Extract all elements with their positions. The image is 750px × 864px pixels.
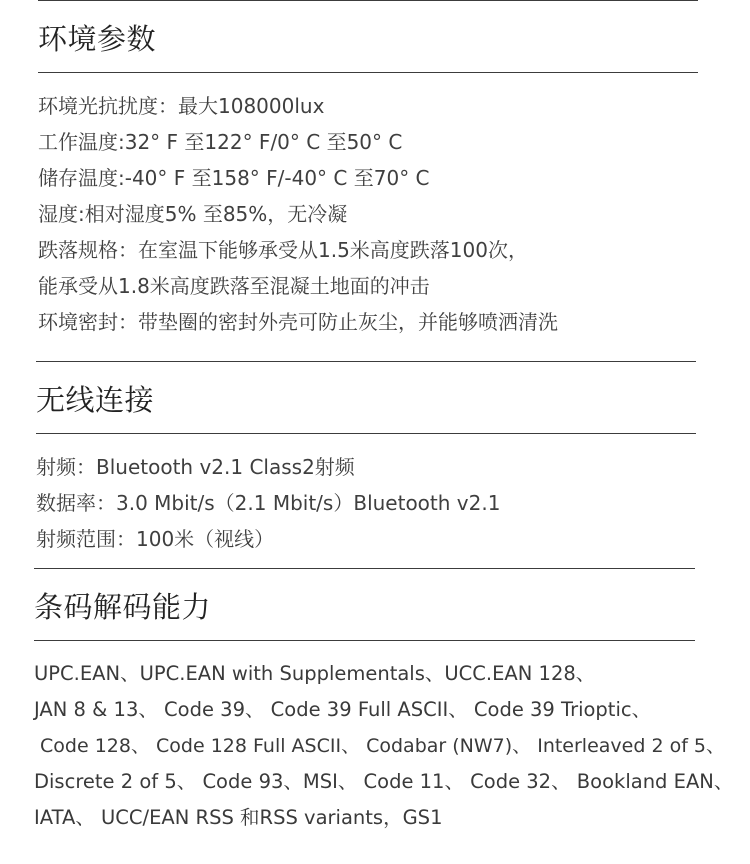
barcode-list-line: Code 128、 Code 128 Full ASCII、 Codabar (NW7)、 Interleaved 2 of 5、 bbox=[34, 735, 726, 757]
section-divider-end-wireless bbox=[34, 568, 695, 569]
barcode-list-line: UPC.EAN、UPC.EAN with Supplementals、UCC.EAN 128、 bbox=[34, 662, 596, 685]
section-title-wireless: 无线连接 bbox=[36, 383, 155, 417]
section-divider-environment bbox=[38, 72, 698, 73]
spec-line-storage-temp: 储存温度:-40° F 至158° F/-40° C 至70° C bbox=[38, 166, 430, 190]
spec-line-humidity: 湿度:相对湿度5% 至85%，无冷凝 bbox=[38, 202, 348, 226]
spec-line-drop-spec: 跌落规格：在室温下能够承受从1.5米高度跌落100次， bbox=[38, 238, 528, 262]
barcode-list-line: IATA、 UCC/EAN RSS 和RSS variants，GS1 bbox=[34, 806, 443, 829]
spec-line-operating-temp: 工作温度:32° F 至122° F/0° C 至50° C bbox=[38, 130, 403, 154]
spec-line-data-rate: 数据率：3.0 Mbit/s（2.1 Mbit/s）Bluetooth v2.1 bbox=[36, 491, 501, 515]
spec-line-range: 射频范围：100米（视线） bbox=[36, 527, 275, 551]
section-title-environment: 环境参数 bbox=[38, 22, 157, 56]
section-title-barcode: 条码解码能力 bbox=[34, 590, 212, 624]
spec-line-drop-spec-cont: 能承受从1.8米高度跌落至混凝土地面的冲击 bbox=[38, 274, 430, 298]
spec-line-sealing: 环境密封：带垫圈的密封外壳可防止灰尘，并能够喷洒清洗 bbox=[38, 310, 558, 334]
barcode-list-line: Discrete 2 of 5、 Code 93、MSI、 Code 11、 Code 32、 Bookland EAN、 bbox=[34, 770, 734, 793]
spec-line-ambient-light: 环境光抗扰度：最大108000lux bbox=[38, 94, 325, 118]
section-divider-wireless bbox=[36, 433, 696, 434]
section-divider-barcode bbox=[34, 640, 695, 641]
barcode-list-line: JAN 8 & 13、 Code 39、 Code 39 Full ASCII、 Code 39 Trioptic、 bbox=[34, 698, 652, 721]
spec-line-radio: 射频：Bluetooth v2.1 Class2射频 bbox=[36, 455, 355, 479]
section-divider-end-environment bbox=[36, 361, 696, 362]
top-divider bbox=[38, 0, 698, 1]
